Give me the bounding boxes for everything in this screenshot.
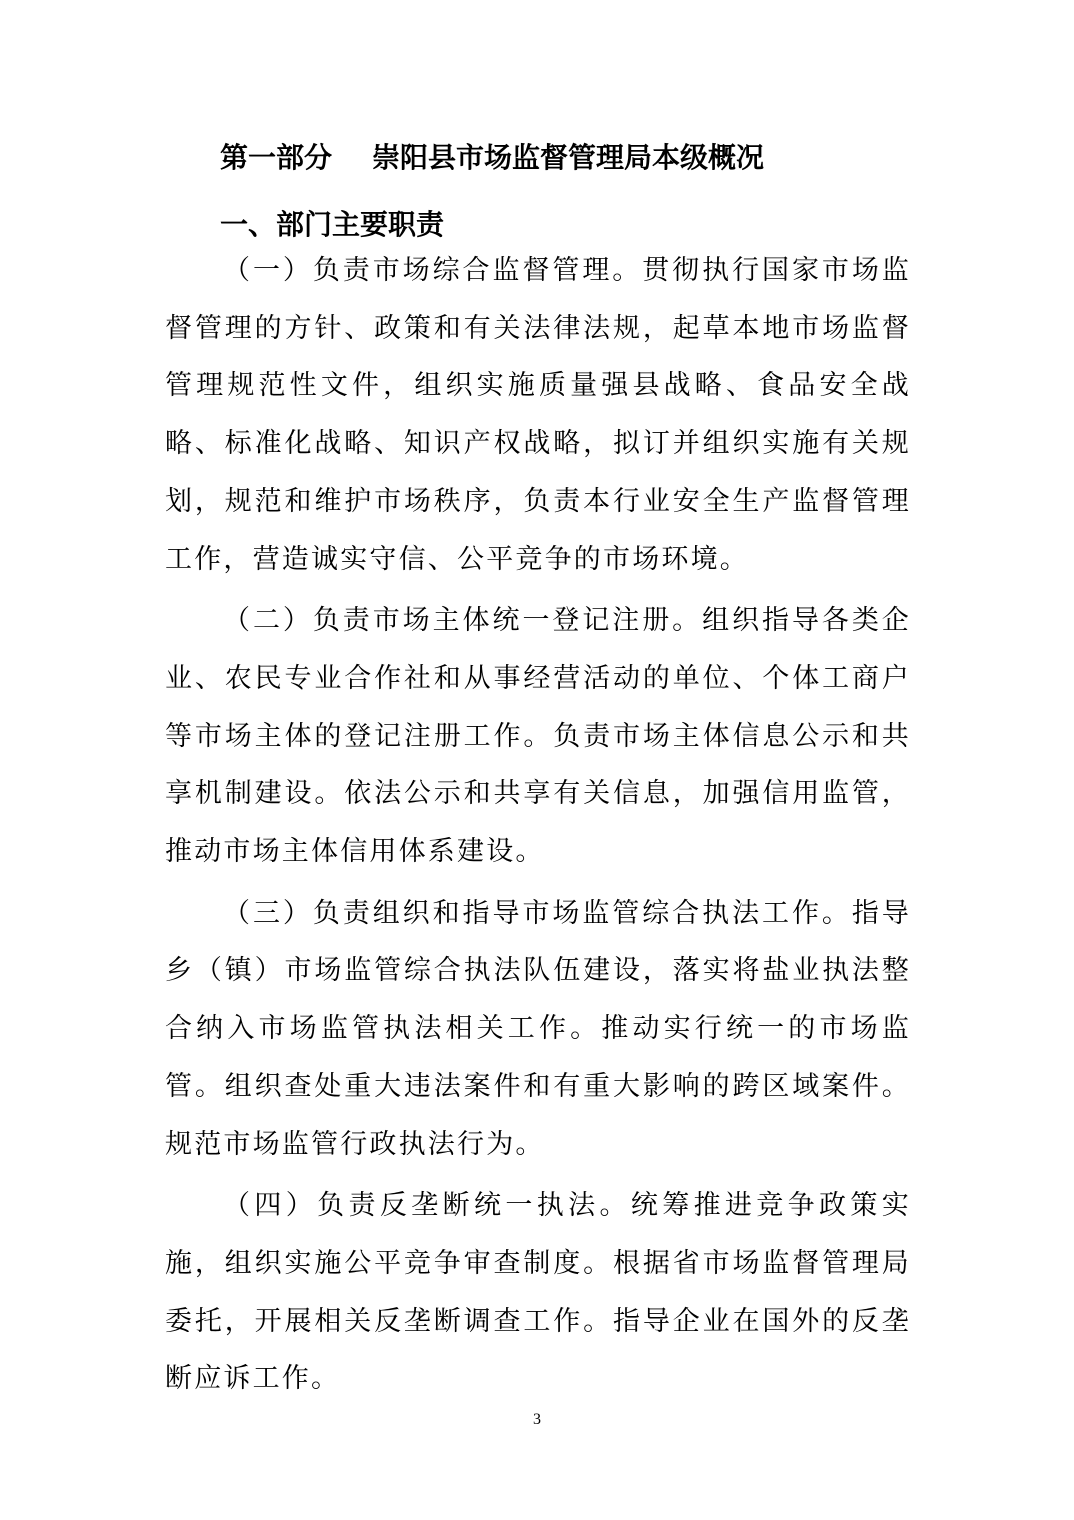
- paragraph-4: （四）负责反垄断统一执法。统筹推进竞争政策实施，组织实施公平竞争审查制度。根据省市场监督管理局委托，开展相关反垄断调查工作。指导企业在国外的反垄断应诉工作。: [165, 1190, 911, 1395]
- section-heading: 一、部门主要职责: [220, 208, 445, 241]
- page-number: 3: [533, 1411, 541, 1428]
- paragraph-2: （二）负责市场主体统一登记注册。组织指导各类企业、农民专业合作社和从事经营活动的单位、个体工商户等市场主体的登记注册工作。负责市场主体信息公示和共享机制建设。依法公示和共享有关信息，加强信用监管，推动市场主体信用体系建设。: [165, 605, 911, 868]
- document-body: [165, 242, 911, 1408]
- part-title: 崇阳县市场监督管理局本级概况: [372, 141, 765, 174]
- part-heading: [220, 138, 764, 178]
- paragraph-3: （三）负责组织和指导市场监管综合执法工作。指导乡（镇）市场监管综合执法队伍建设，落实将盐业执法整合纳入市场监管执法相关工作。推动实行统一的市场监管。组织查处重大违法案件和有重大影响的跨区域案件。规范市场监管行政执法行为。: [165, 897, 911, 1160]
- part-label: 第一部分: [220, 141, 333, 174]
- paragraph-1: （一）负责市场综合监督管理。贯彻执行国家市场监督管理的方针、政策和有关法律法规，起草本地市场监督管理规范性文件，组织实施质量强县战略、食品安全战略、标准化战略、知识产权战略，拟订并组织实施有关规划，规范和维护市场秩序，负责本行业安全生产监督管理工作，营造诚实守信、公平竞争的市场环境。: [165, 255, 911, 575]
